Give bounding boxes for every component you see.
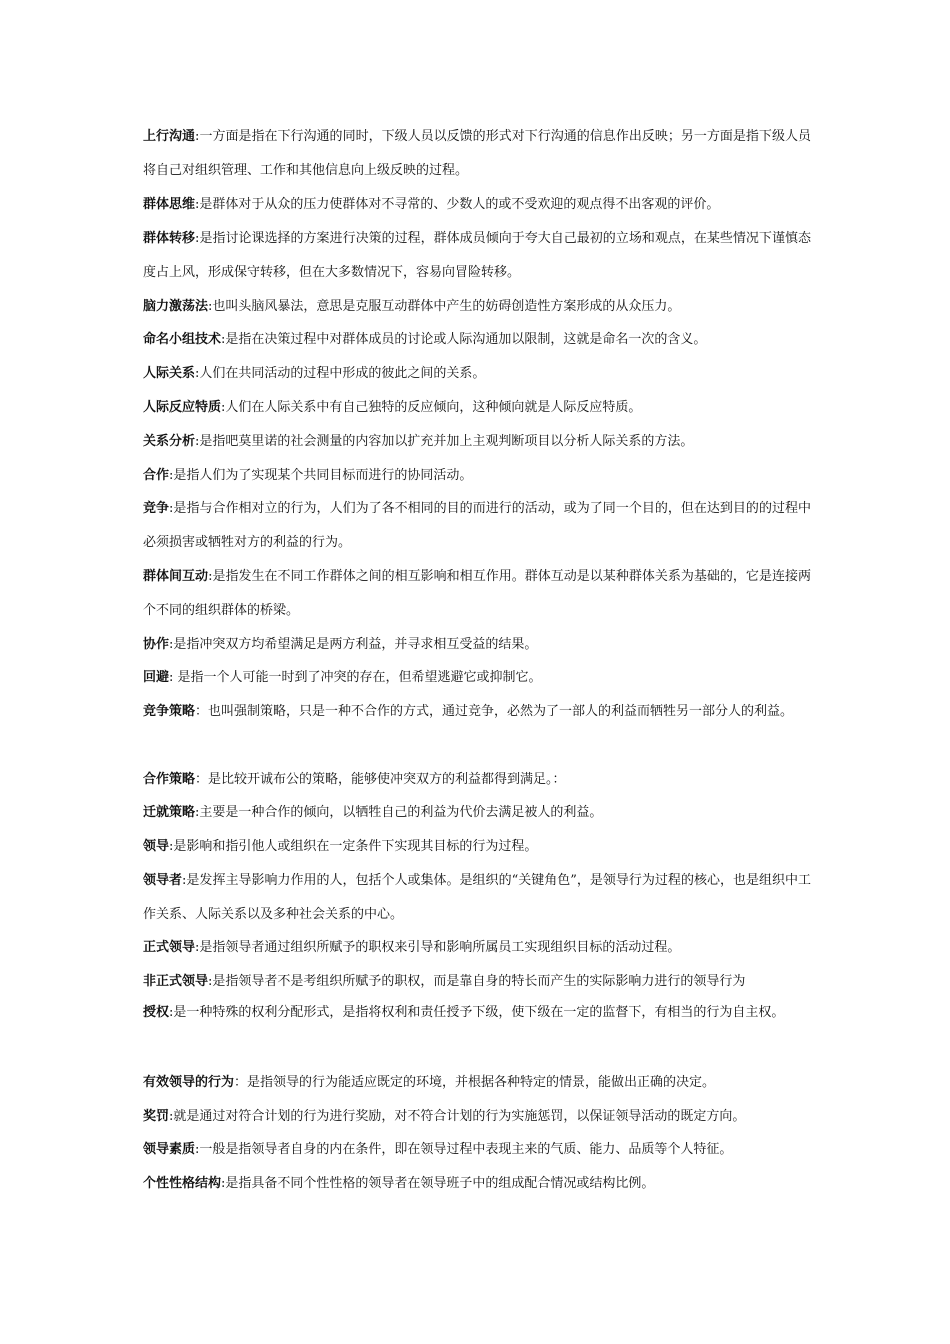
entry-separator: : (208, 974, 213, 989)
entry-term: 竞争 (143, 501, 170, 516)
glossary-entry (143, 323, 811, 357)
glossary-entry (143, 290, 811, 324)
entry-term: 授权 (143, 1005, 170, 1020)
entry-definition: 是指冲突双方均希望满足是两方利益，并寻求相互受益的结果。 (173, 637, 538, 652)
entry-separator: : (221, 1176, 226, 1191)
entry-separator: ： (234, 1075, 248, 1090)
entry-definition: 是指在决策过程中对群体成员的讨论或人际沟通加以限制，这就是命名一次的含义。 (225, 332, 707, 347)
glossary-entry (143, 391, 811, 425)
entry-definition: 是指领导的行为能适应既定的环境，并根据各种特定的情景，能做出正确的决定。 (247, 1075, 716, 1090)
entry-term: 领导素质 (143, 1142, 196, 1157)
glossary-entry (143, 222, 811, 290)
entry-term: 正式领导 (143, 940, 196, 955)
entry-separator: : (195, 366, 200, 381)
entry-term: 脑力激荡法 (143, 299, 209, 314)
entry-definition: 是指具备不同个性性格的领导者在领导班子中的组成配合情况或结构比例。 (225, 1176, 655, 1191)
glossary-entry (143, 996, 811, 1030)
entry-term: 协作 (143, 637, 170, 652)
glossary-entry (143, 931, 811, 965)
entry-separator: : (195, 434, 200, 449)
entry-term: 人际关系 (143, 366, 196, 381)
entry-separator: : (169, 839, 174, 854)
entry-separator: : (195, 805, 200, 820)
entry-separator: : (169, 637, 174, 652)
entry-term: 合作 (143, 468, 170, 483)
glossary-entry (143, 425, 811, 459)
entry-separator: : (195, 197, 200, 212)
entry-separator: : (208, 569, 213, 584)
entry-definition: 是指发生在不同工作群体之间的相互影响和相互作用。群体互动是以某种群体关系为基础的，它是连接两个不同的组织群体的桥梁。 (143, 569, 811, 618)
glossary-entry (143, 492, 811, 560)
entry-definition: 是指与合作相对立的行为，人们为了各不相同的目的而进行的活动，或为了同一个目的，但在达到目的的过程中必须损害或牺牲对方的利益的行为。 (143, 501, 811, 550)
glossary-entry (143, 864, 811, 932)
glossary-entry (143, 830, 811, 864)
glossary-entry (143, 1133, 811, 1167)
entry-separator: ： (195, 772, 209, 787)
glossary-entry (143, 796, 811, 830)
entry-definition: 主要是一种合作的倾向，以牺牲自己的利益为代价去满足被人的利益。 (199, 805, 603, 820)
entry-term: 人际反应特质 (143, 400, 222, 415)
entry-definition: 是群体对于从众的压力使群体对不寻常的、少数人的或不受欢迎的观点得不出客观的评价。 (199, 197, 720, 212)
glossary-entry (143, 120, 811, 188)
entry-term: 回避 (143, 670, 170, 685)
glossary-entry (143, 628, 811, 662)
glossary-entry (143, 661, 811, 695)
glossary-entry (143, 695, 811, 729)
entry-definition: 人们在共同活动的过程中形成的彼此之间的关系。 (199, 366, 486, 381)
entry-term: 命名小组技术 (143, 332, 222, 347)
entry-term: 领导者 (143, 873, 183, 888)
entry-term: 上行沟通 (143, 129, 196, 144)
entry-definition: 是指讨论课选择的方案进行决策的过程，群体成员倾向于夸大自己最初的立场和观点，在某些情况下谨慎态度占上风，形成保守转移，但在大多数情况下，容易向冒险转移。 (143, 231, 811, 280)
entry-term: 领导 (143, 839, 170, 854)
entry-separator: : (169, 1005, 174, 1020)
entry-separator: : (169, 468, 174, 483)
entry-separator: : (169, 670, 178, 685)
entry-separator: : (195, 231, 200, 246)
entry-term: 群体思维 (143, 197, 196, 212)
entry-separator: : (208, 299, 213, 314)
entry-definition: 一般是指领导者自身的内在条件，即在领导过程中表现主来的气质、能力、品质等个人特征。 (199, 1142, 733, 1157)
glossary-entry (143, 1100, 811, 1134)
entry-definition: 是指吧莫里诺的社会测量的内容加以扩充并加上主观判断项目以分析人际关系的方法。 (199, 434, 694, 449)
entry-definition: 是指人们为了实现某个共同目标而进行的协同活动。 (173, 468, 473, 483)
entry-definition: 人们在人际关系中有自己独特的反应倾向，这种倾向就是人际反应特质。 (225, 400, 642, 415)
entry-definition: 就是通过对符合计划的行为进行奖励，对不符合计划的行为实施惩罚，以保证领导活动的既定方向。 (173, 1109, 746, 1124)
entry-definition: 一方面是指在下行沟通的同时，下级人员以反馈的形式对下行沟通的信息作出反映；另一方面是指下级人员将自己对组织管理、工作和其他信息向上级反映的过程。 (143, 129, 811, 178)
entry-separator: : (169, 501, 174, 516)
entry-term: 迁就策略 (143, 805, 196, 820)
entry-term: 群体间互动 (143, 569, 209, 584)
entry-separator: : (195, 940, 200, 955)
entry-term: 竞争策略 (143, 704, 196, 719)
entry-definition: 是指一个人可能一时到了冲突的存在，但希望逃避它或抑制它。 (177, 670, 542, 685)
glossary-entry (143, 459, 811, 493)
entry-term: 群体转移 (143, 231, 196, 246)
glossary-entry (143, 1066, 811, 1100)
entry-definition: 是比较开诚布公的策略，能够使冲突双方的利益都得到满足。： (208, 772, 566, 787)
entry-term: 奖罚 (143, 1109, 170, 1124)
entry-term: 有效领导的行为 (143, 1075, 235, 1090)
entry-term: 关系分析 (143, 434, 196, 449)
entry-definition: 也叫头脑风暴法，意思是克服互动群体中产生的妨碍创造性方案形成的从众压力。 (212, 299, 681, 314)
entry-separator: : (195, 129, 200, 144)
entry-definition: 是指领导者通过组织所赋予的职权来引导和影响所属员工实现组织目标的活动过程。 (199, 940, 681, 955)
entry-separator: ： (195, 704, 209, 719)
glossary-entry (143, 1167, 811, 1201)
entry-term: 合作策略 (143, 772, 196, 787)
glossary-entry (143, 965, 811, 999)
entry-separator: : (169, 1109, 174, 1124)
glossary-entry (143, 763, 811, 797)
entry-separator: : (195, 1142, 200, 1157)
glossary-entry (143, 560, 811, 628)
glossary-entry (143, 188, 811, 222)
entry-definition: 是影响和指引他人或组织在一定条件下实现其目标的行为过程。 (173, 839, 538, 854)
entry-definition: 也叫强制策略，只是一种不合作的方式，通过竞争，必然为了一部人的利益而牺牲另一部分人的利益。 (208, 704, 794, 719)
entry-separator: : (221, 332, 226, 347)
entry-separator: : (221, 400, 226, 415)
entry-definition: 是发挥主导影响力作用的人，包括个人或集体。是组织的“关键角色”，是领导行为过程的核心，也是组织中工作关系、人际关系以及多种社会关系的中心。 (143, 873, 811, 922)
entry-term: 个性性格结构 (143, 1176, 222, 1191)
glossary-entry (143, 357, 811, 391)
entry-definition: 是一种特殊的权利分配形式，是指将权利和责任授予下级，使下级在一定的监督下，有相当的行为自主权。 (173, 1005, 785, 1020)
entry-definition: 是指领导者不是考组织所赋予的职权，而是靠自身的特长而产生的实际影响力进行的领导行为 (212, 974, 746, 989)
entry-term: 非正式领导 (143, 974, 209, 989)
entry-separator: : (182, 873, 187, 888)
